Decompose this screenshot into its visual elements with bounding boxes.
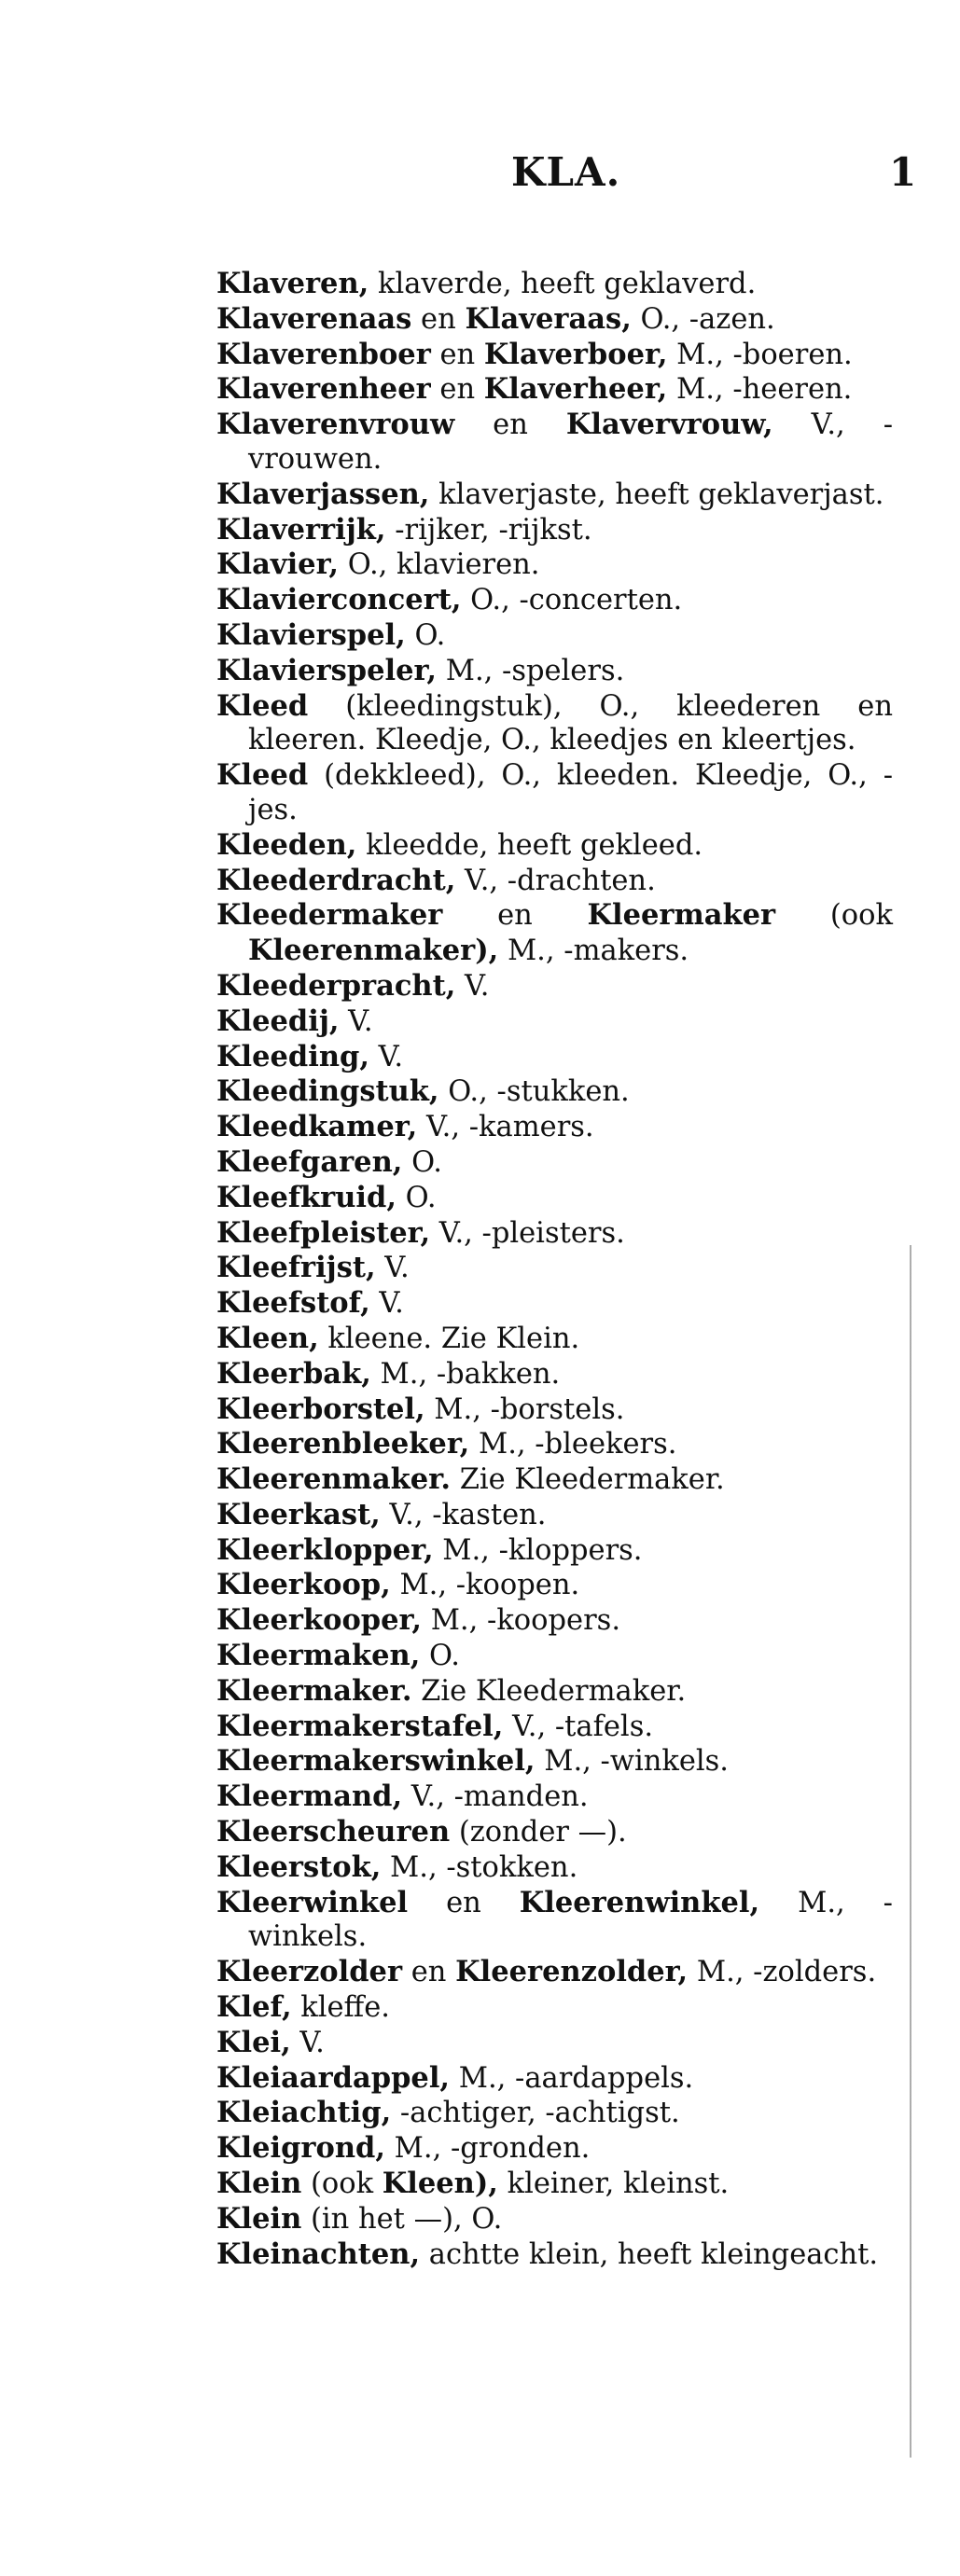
headword: Kleinachten, [216, 2237, 421, 2271]
headword: Kleigrond, [216, 2131, 385, 2166]
entry-text: V., -kasten. [380, 1498, 547, 1531]
headword: Klaverenheer [216, 372, 431, 407]
headword: Klavervrouw, [565, 408, 773, 442]
entry-text: en [402, 1956, 456, 1989]
headword: Kleerstok, [216, 1849, 382, 1884]
dictionary-entry [216, 758, 893, 828]
dictionary-entry [216, 1710, 893, 1745]
entry-text: O., -stukken. [438, 1075, 630, 1109]
dictionary-entry [216, 1568, 893, 1603]
dictionary-entries [216, 267, 893, 2272]
entry-text: V. [339, 1004, 373, 1038]
dictionary-entry [216, 689, 893, 759]
dictionary-entry [216, 2167, 893, 2202]
entry-text: O. [420, 1640, 460, 1673]
headword: Klavierspeler, [216, 653, 438, 687]
entry-text: M., -koopen. [390, 1569, 580, 1602]
headword: Klaverenaas [216, 301, 412, 336]
dictionary-entry [216, 2131, 893, 2167]
entry-text: M., -bakken. [370, 1357, 561, 1391]
entry-text: V. [369, 1040, 404, 1073]
entry-text: achtte klein, heeft kleingeacht. [420, 2237, 879, 2271]
dictionary-entry [216, 338, 893, 373]
headword: Kleermakerswinkel, [216, 1744, 536, 1779]
headword: Kleermaker [587, 898, 776, 933]
headword: Klei, [216, 2025, 291, 2059]
dictionary-entry [216, 1357, 893, 1392]
headword: Kleefgaren, [216, 1144, 403, 1179]
entry-text: V. [455, 969, 490, 1003]
dictionary-entry [216, 1990, 893, 2026]
entry-text: M., -kloppers. [433, 1533, 643, 1567]
entry-text: M., -winkels. [535, 1745, 730, 1779]
dictionary-entry [216, 1815, 893, 1850]
entry-text: kleene. Zie Klein. [318, 1322, 580, 1355]
headword: Kleefpleister, [216, 1215, 431, 1250]
entry-text: -achtiger, -achtigst. [391, 2097, 680, 2130]
dictionary-entry [216, 1639, 893, 1674]
headword: Klaveren, [216, 267, 369, 300]
entry-text: M., -stokken. [381, 1850, 578, 1884]
headword: Kleermakerstafel, [216, 1709, 504, 1743]
headword: Kleerenzolder, [455, 1955, 689, 1989]
headword: Kleedermaker [216, 898, 443, 933]
entry-text: en [430, 373, 484, 407]
dictionary-entry [216, 1780, 893, 1815]
entry-text: en [411, 302, 466, 336]
headword: Kleed [216, 688, 309, 723]
headword: Kleerkast, [216, 1497, 381, 1531]
entry-text: klaverde, heeft geklaverd. [369, 268, 757, 300]
headword: Klaverrijk, [216, 512, 386, 547]
headword: Kleerkooper, [216, 1603, 422, 1638]
dictionary-entry [216, 547, 893, 583]
entry-text: en [454, 409, 566, 442]
dictionary-entry [216, 1286, 893, 1322]
dictionary-entry [216, 1004, 893, 1040]
dictionary-entry [216, 583, 893, 618]
headword: Kleerbak, [216, 1356, 371, 1391]
entry-text: kleffe. [291, 1991, 390, 2025]
dictionary-entry [216, 372, 893, 408]
headword: Klaveraas, [465, 301, 632, 336]
dictionary-entry [216, 1074, 893, 1110]
headword: Kleerscheuren [216, 1815, 451, 1849]
entry-text: O. [396, 1181, 437, 1214]
entry-text: V. [369, 1287, 404, 1321]
headword: Kleen), [382, 2167, 498, 2201]
entry-text: Zie Kleedermaker. [411, 1674, 687, 1708]
entry-text: V. [290, 2026, 325, 2059]
dictionary-entry [216, 1145, 893, 1181]
dictionary-entry [216, 969, 893, 1004]
page-header [0, 149, 960, 215]
headword: Kleerkoop, [216, 1568, 391, 1602]
dictionary-entry [216, 864, 893, 899]
entry-text: klaverjaste, heeft geklaverjast. [429, 478, 884, 511]
dictionary-entry [216, 1498, 893, 1533]
dictionary-entry [216, 1744, 893, 1780]
entry-text: M., -heeren. [667, 373, 853, 407]
headword: Kleederpracht, [216, 968, 456, 1003]
headword: Kleiaardappel, [216, 2060, 451, 2095]
dictionary-entry [216, 1181, 893, 1216]
headword: Kleedij, [216, 1004, 340, 1038]
headword: Kleederdracht, [216, 863, 456, 897]
headword: Kleermaken, [216, 1639, 421, 1673]
dictionary-entry [216, 2061, 893, 2097]
dictionary-entry [216, 1110, 893, 1145]
entry-text: V., -pleisters. [430, 1216, 625, 1250]
headword: Kleefstof, [216, 1286, 370, 1321]
margin-rule [910, 1245, 911, 2458]
headword: Klavier, [216, 547, 340, 582]
headword: Klavierconcert, [216, 583, 462, 617]
dictionary-entry [216, 2202, 893, 2237]
entry-text: M., -makers. [498, 935, 689, 968]
dictionary-entry [216, 478, 893, 513]
entry-text: Zie Kleedermaker. [451, 1463, 725, 1497]
headword: Klaverenboer [216, 337, 431, 371]
dictionary-entry [216, 618, 893, 654]
dictionary-entry [216, 1603, 893, 1639]
dictionary-entry [216, 513, 893, 548]
headword: Kleedingstuk, [216, 1074, 439, 1109]
headword: Klein [216, 2201, 302, 2236]
dictionary-entry [216, 2237, 893, 2273]
entry-text: (zonder —). [450, 1816, 627, 1849]
headword: Kleerzolder [216, 1955, 403, 1989]
dictionary-entry [216, 1886, 893, 1956]
entry-text: V. [375, 1252, 410, 1285]
headword: Kleerenmaker), [248, 934, 499, 968]
headword: Kleeden, [216, 827, 357, 862]
headword: Kleerwinkel [216, 1885, 409, 1919]
entry-text: O. [402, 1145, 442, 1179]
entry-text: en [408, 1886, 520, 1919]
headword: Klaverjassen, [216, 477, 430, 511]
headword: Kleiachtig, [216, 2096, 392, 2130]
dictionary-entry [216, 1322, 893, 1357]
entry-text: M., -gronden. [384, 2132, 591, 2166]
entry-text: M., -aardappels. [450, 2061, 694, 2095]
entry-text: (in het —), O. [301, 2202, 503, 2236]
headword: Kleerenwinkel, [519, 1885, 760, 1919]
headword: Kleermand, [216, 1780, 403, 1814]
headword: Kleedkamer, [216, 1110, 418, 1144]
dictionary-entry [216, 1850, 893, 1886]
entry-text: (dekkleed), O., kleeden. Kleedje, O., -jes. [248, 759, 893, 826]
entry-text: M., -spelers. [437, 654, 625, 687]
dictionary-entry [216, 2026, 893, 2061]
entry-text: V., -tafels. [503, 1710, 654, 1743]
entry-text: V., -manden. [402, 1780, 589, 1814]
headword: Kleen, [216, 1321, 319, 1355]
dictionary-entry [216, 1392, 893, 1428]
entry-text: V., -drachten. [455, 864, 656, 897]
entry-text: (ook [301, 2167, 383, 2201]
entry-text: (ook [775, 899, 893, 933]
dictionary-entry [216, 1427, 893, 1462]
headword: Kleeding, [216, 1039, 369, 1073]
dictionary-entry [216, 828, 893, 864]
headword: Klaverenvrouw [216, 408, 455, 442]
entry-text: M., -koopers. [422, 1604, 621, 1638]
entry-text: M., -borstels. [424, 1392, 625, 1426]
entry-text: O., klavieren. [339, 548, 540, 582]
entry-text: O., -concerten. [461, 584, 683, 617]
headword: Kleermaker. [216, 1673, 412, 1708]
entry-text: M., -bleekers. [469, 1428, 677, 1461]
entry-text: M., -boeren. [667, 338, 853, 371]
running-head: KLA. [511, 149, 621, 195]
entry-text: en [430, 338, 484, 371]
dictionary-entry [216, 654, 893, 689]
entry-text: kleedde, heeft gekleed. [356, 828, 703, 862]
dictionary-entry [216, 1040, 893, 1075]
entry-text: O. [405, 618, 446, 652]
dictionary-entry [216, 1674, 893, 1710]
headword: Kleerklopper, [216, 1532, 434, 1567]
headword: Kleed [216, 758, 309, 793]
headword: Kleefrijst, [216, 1251, 376, 1285]
headword: Klaverheer, [483, 372, 668, 407]
entry-text: M., -winkels. [248, 1886, 893, 1954]
entry-text: -rijker, -rijkst. [385, 513, 592, 547]
entry-text: (kleedingstuk), O., kleederen en kleeren. Kleedje, O., kleedjes en kleertjes. [248, 689, 893, 757]
entry-text: kleiner, kleinst. [497, 2167, 730, 2201]
headword: Kleerenmaker. [216, 1462, 452, 1497]
dictionary-entry [216, 1533, 893, 1569]
entry-text: M., -zolders. [688, 1956, 877, 1989]
entry-text: V., -vrouwen. [248, 409, 893, 476]
dictionary-entry [216, 302, 893, 338]
entry-text: O., -azen. [631, 302, 775, 336]
entry-text: V., -kamers. [417, 1111, 594, 1144]
entry-text: en [442, 899, 588, 933]
page-number: 1 [889, 149, 917, 195]
dictionary-entry [216, 267, 893, 302]
dictionary-entry [216, 1955, 893, 1990]
dictionary-entry [216, 898, 893, 969]
headword: Klavierspel, [216, 617, 406, 652]
headword: Kleefkruid, [216, 1180, 397, 1214]
headword: Kleerenbleeker, [216, 1427, 470, 1461]
headword: Kleerborstel, [216, 1392, 425, 1426]
dictionary-entry [216, 1216, 893, 1252]
headword: Klef, [216, 1990, 292, 2025]
dictionary-entry [216, 2096, 893, 2131]
dictionary-entry [216, 1251, 893, 1286]
headword: Klaverboer, [483, 337, 668, 371]
dictionary-entry [216, 1462, 893, 1498]
dictionary-entry [216, 408, 893, 478]
headword: Klein [216, 2167, 302, 2201]
